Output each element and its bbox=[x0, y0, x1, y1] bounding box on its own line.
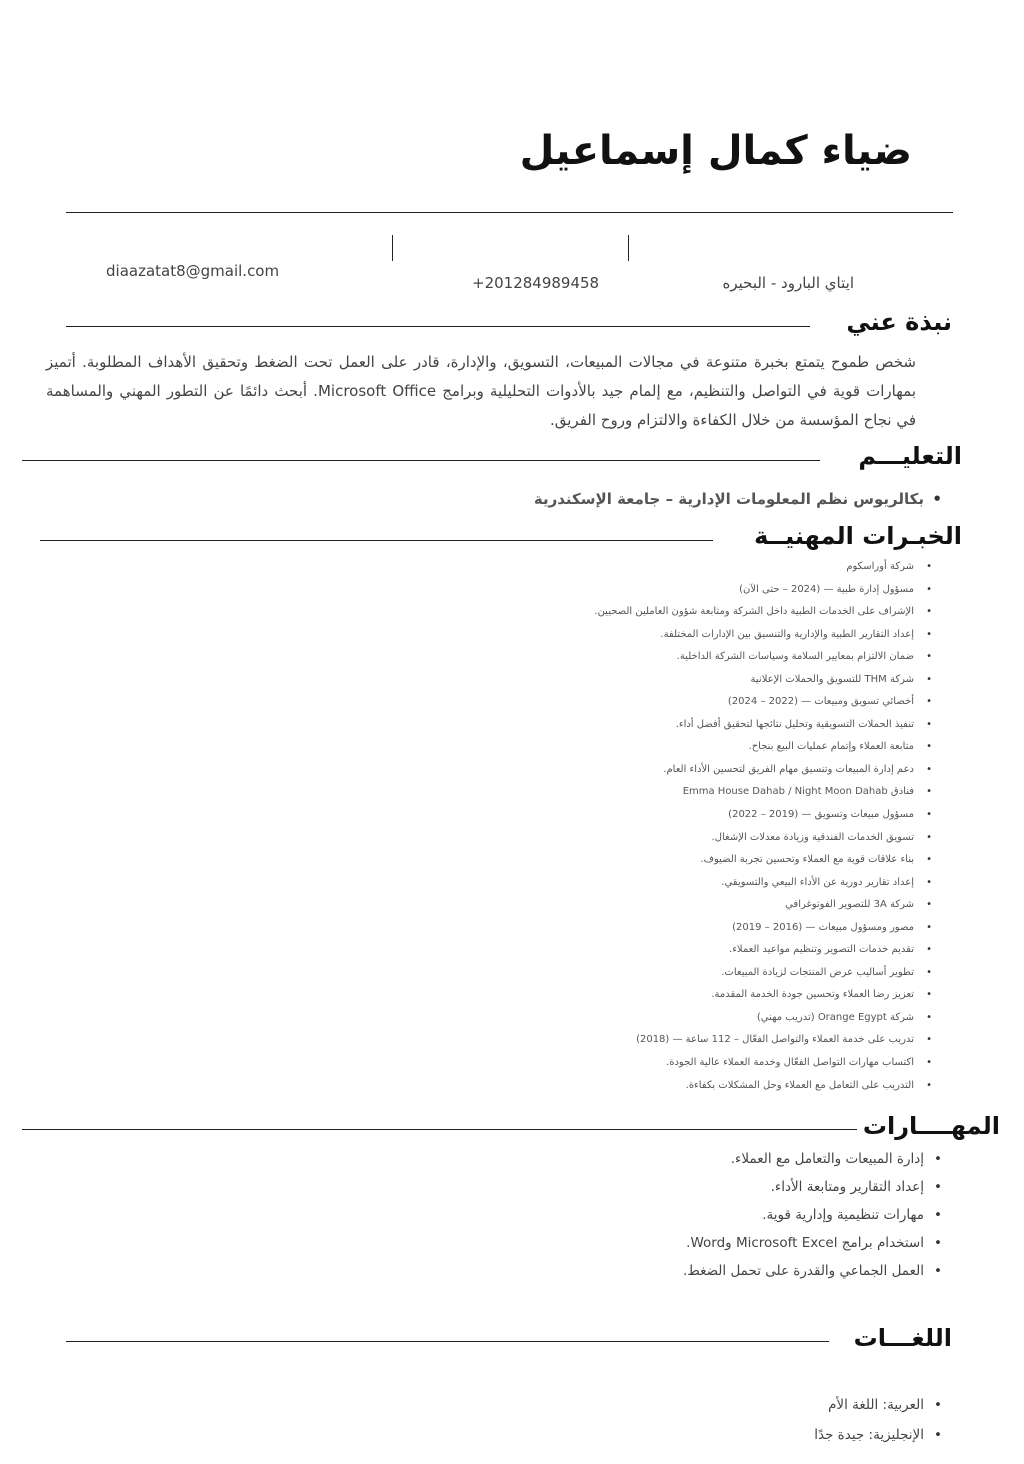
experience-item: • دعم إدارة المبيعات وتنسيق مهام الفريق لتحسين الأداء العام. bbox=[594, 759, 914, 782]
experience-item: • أخصائي تسويق ومبيعات — (2022 – 2024) bbox=[594, 691, 914, 714]
experience-item: • اكتساب مهارات التواصل الفعّال وخدمة العملاء عالية الجودة. bbox=[594, 1052, 914, 1075]
experience-item: • متابعة العملاء وإتمام عمليات البيع بنجاح. bbox=[594, 736, 914, 759]
skills-list bbox=[683, 1145, 924, 1285]
experience-item: • تسويق الخدمات الفندقية وزيادة معدلات الإشغال. bbox=[594, 827, 914, 850]
experience-item: • تعزيز رضا العملاء وتحسين جودة الخدمة المقدمة. bbox=[594, 984, 914, 1007]
about-text: شخص طموح يتمتع بخبرة متنوعة في مجالات المبيعات، التسويق، والإدارة، قادر على العمل تحت الضغط وتحقيق الأهداف المطلوبة. أتميز بمهارات قوية في التواصل والتنظيم، مع إلمام جيد بالأدوات التحليلية وبرامج Microsoft Office. أبحث دائمًا عن التطور المهني والمساهمة في نجاح المؤسسة من خلال الكفاءة والالتزام وروح الفريق. bbox=[46, 353, 916, 429]
skill-item: • مهارات تنظيمية وإدارية قوية. bbox=[683, 1201, 924, 1229]
experience-item: • إعداد تقارير دورية عن الأداء البيعي والتسويقي. bbox=[594, 872, 914, 895]
email-link[interactable]: diaazatat8@gmail.com bbox=[106, 262, 280, 280]
experience-item: • ضمان الالتزام بمعايير السلامة وسياسات الشركة الداخلية. bbox=[594, 646, 914, 669]
skills-divider bbox=[22, 1129, 857, 1130]
experience-item: • مصور ومسؤول مبيعات — (2016 – 2019) bbox=[594, 917, 914, 940]
phone-number: +201284989458 bbox=[472, 274, 600, 292]
experience-item: • فنادق Emma House Dahab / Night Moon Dahab bbox=[594, 781, 914, 804]
experience-heading: الخبـرات المهنيــة bbox=[754, 522, 962, 550]
experience-divider bbox=[40, 540, 713, 541]
skill-item: • إدارة المبيعات والتعامل مع العملاء. bbox=[683, 1145, 924, 1173]
experience-list bbox=[594, 556, 914, 1097]
language-item: • الإنجليزية: جيدة جدًا bbox=[814, 1420, 924, 1450]
languages-divider bbox=[66, 1341, 829, 1342]
experience-item: • مسؤول مبيعات وتسويق — (2019 – 2022) bbox=[594, 804, 914, 827]
location: ايتاي البارود - البحيره bbox=[722, 274, 854, 292]
experience-item: • تدريب على خدمة العملاء والتواصل الفعّال – 112 ساعة — (2018) bbox=[594, 1029, 914, 1052]
education-list bbox=[534, 490, 924, 508]
experience-item: • بناء علاقات قوية مع العملاء وتحسين تجربة الضيوف. bbox=[594, 849, 914, 872]
about-divider bbox=[66, 326, 810, 327]
experience-item: • شركة Orange Egypt (تدريب مهني) bbox=[594, 1007, 914, 1030]
experience-item: • تنفيذ الحملات التسويقية وتحليل نتائجها لتحقيق أفضل أداء. bbox=[594, 714, 914, 737]
skill-item: • إعداد التقارير ومتابعة الأداء. bbox=[683, 1173, 924, 1201]
skills-heading: المهــــارات bbox=[862, 1112, 1000, 1140]
experience-item: • شركة 3A للتصوير الفوتوغرافي bbox=[594, 894, 914, 917]
experience-item: • تقديم خدمات التصوير وتنظيم مواعيد العملاء. bbox=[594, 939, 914, 962]
experience-item: • شركة THM للتسويق والحملات الإعلانية bbox=[594, 669, 914, 692]
experience-item: • إعداد التقارير الطبية والإدارية والتنسيق بين الإدارات المختلفة. bbox=[594, 624, 914, 647]
education-heading: التعليـــم bbox=[858, 442, 962, 470]
candidate-name: ضياء كمال إسماعيل bbox=[519, 128, 912, 174]
experience-item: • الإشراف على الخدمات الطبية داخل الشركة ومتابعة شؤون العاملين الصحيين. bbox=[594, 601, 914, 624]
education-divider bbox=[22, 460, 820, 461]
languages-list bbox=[814, 1390, 924, 1450]
contact-separator bbox=[392, 235, 393, 261]
skill-item: • العمل الجماعي والقدرة على تحمل الضغط. bbox=[683, 1257, 924, 1285]
experience-item: • تطوير أساليب عرض المنتجات لزيادة المبيعات. bbox=[594, 962, 914, 985]
experience-item: • مسؤول إدارة طبية — (2024 – حتى الآن) bbox=[594, 579, 914, 602]
experience-item: • التدريب على التعامل مع العملاء وحل المشكلات بكفاءة. bbox=[594, 1075, 914, 1098]
header-divider bbox=[66, 212, 953, 213]
experience-item: • شركة أوراسكوم bbox=[594, 556, 914, 579]
languages-heading: اللغـــات bbox=[853, 1324, 952, 1352]
skill-item: • استخدام برامج Microsoft Excel وWord. bbox=[683, 1229, 924, 1257]
language-item: • العربية: اللغة الأم bbox=[814, 1390, 924, 1420]
contact-separator bbox=[628, 235, 629, 261]
education-item: • بكالريوس نظم المعلومات الإدارية – جامعة الإسكندرية bbox=[534, 490, 924, 508]
about-heading: نبذة عني bbox=[846, 308, 952, 336]
